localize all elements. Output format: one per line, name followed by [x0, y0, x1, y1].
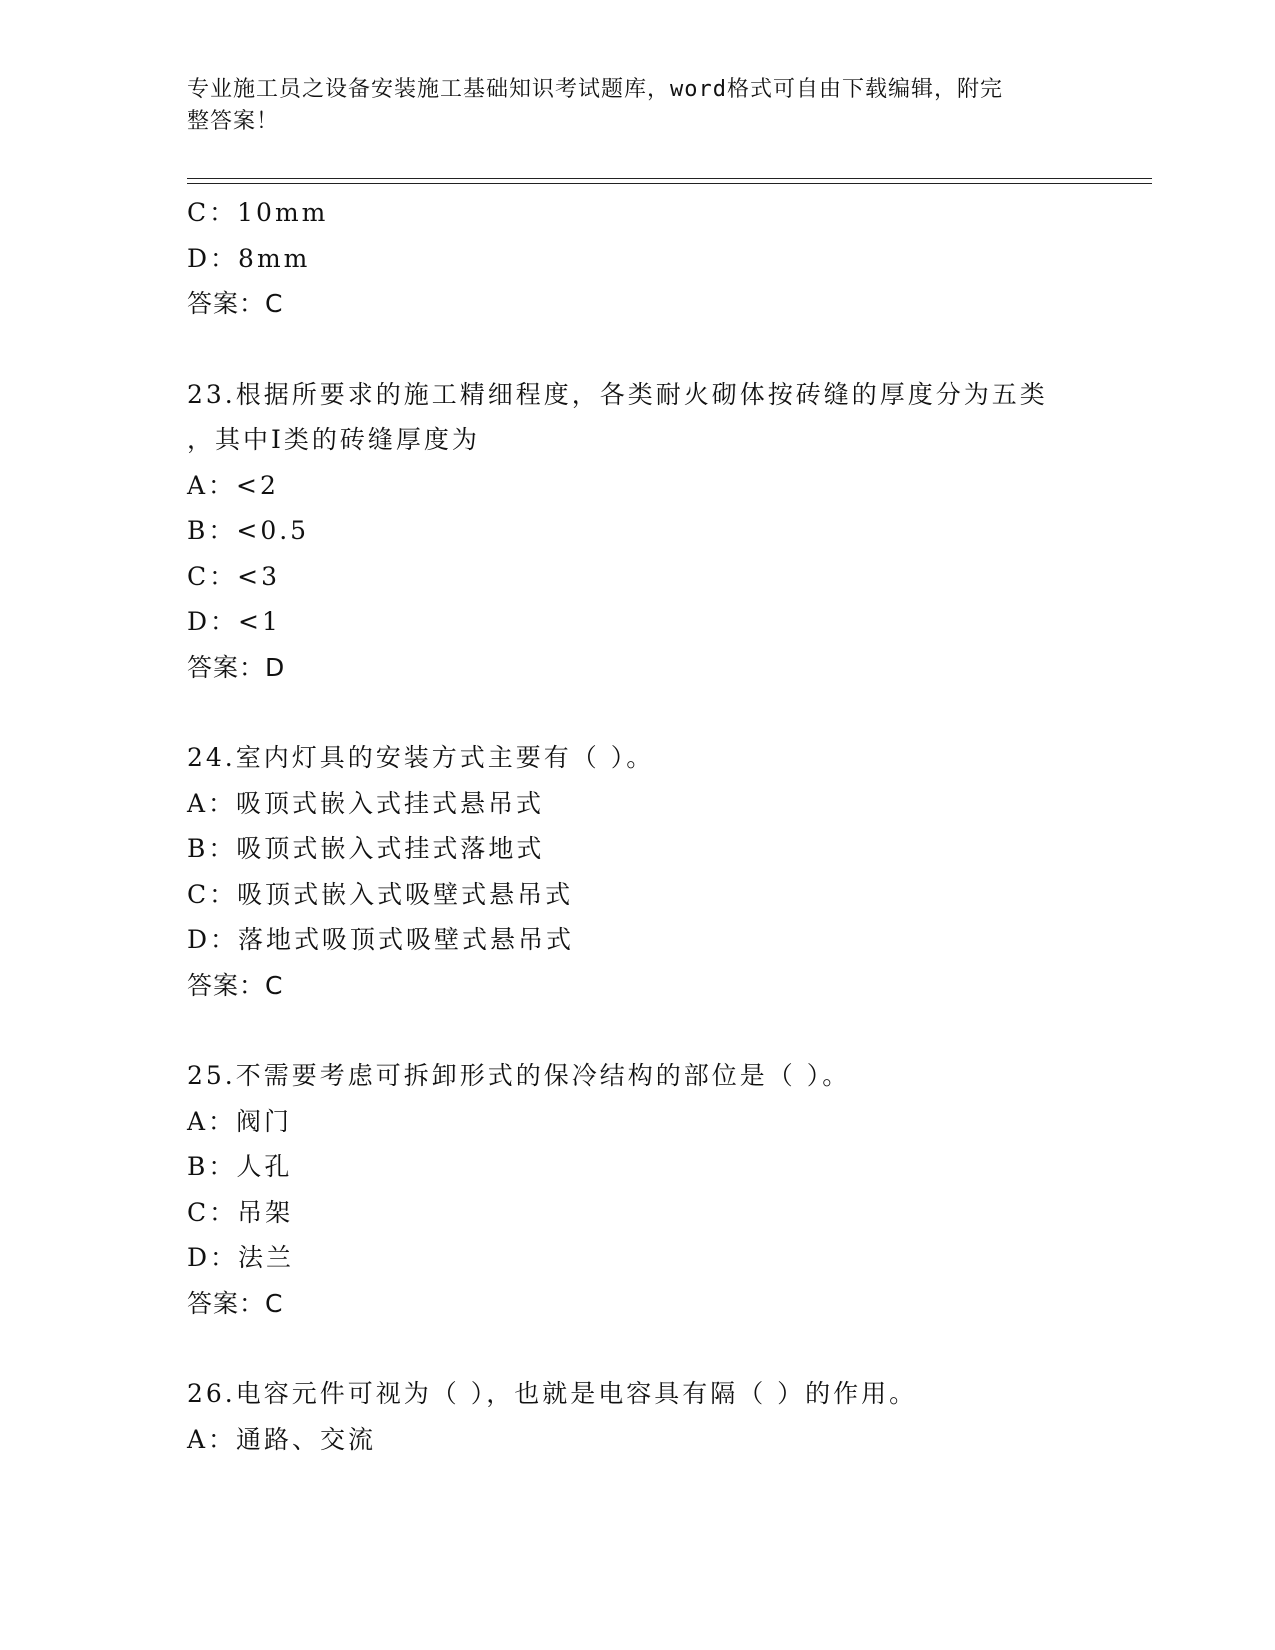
option-b: B：吸顶式嵌入式挂式落地式 [187, 834, 545, 863]
question-stem: 26.电容元件可视为（ ），也就是电容具有隔（ ）的作用。 [187, 1379, 918, 1408]
question-stem: 24.室内灯具的安装方式主要有（ ）。 [187, 743, 655, 772]
answer: 答案：C [187, 289, 284, 318]
option-c: C：<3 [187, 561, 280, 591]
question-stem: 25.不需要考虑可拆卸形式的保冷结构的部位是（ ）。 [187, 1061, 851, 1090]
question-stem-continued: ，其中Ⅰ类的砖缝厚度为 [187, 425, 480, 454]
header-line-1: 专业施工员之设备安装施工基础知识考试题库，word格式可自由下载编辑，附完 [187, 77, 1003, 102]
header-rule-top [187, 178, 1152, 179]
option-d: D：落地式吸顶式吸壁式悬吊式 [187, 925, 575, 954]
answer: 答案：C [187, 1288, 284, 1318]
option-b: B：人孔 [187, 1152, 293, 1181]
option-c: C：吊架 [187, 1197, 294, 1227]
question-25 [187, 1053, 1087, 1326]
option-a: A：<2 [187, 470, 279, 500]
question-26 [187, 1371, 1087, 1462]
option-d: D：8mm [187, 243, 311, 273]
option-a: A：通路、交流 [187, 1424, 377, 1454]
page-header [187, 74, 1067, 138]
header-rule-bottom [187, 183, 1152, 184]
option-a: A：吸顶式嵌入式挂式悬吊式 [187, 788, 545, 818]
option-c: C：10mm [187, 198, 329, 227]
answer: 答案：D [187, 652, 286, 682]
question-stem: 23.根据所要求的施工精细程度，各类耐火砌体按砖缝的厚度分为五类 [187, 379, 1048, 409]
option-b: B：<0.5 [187, 516, 310, 545]
option-d: D：<1 [187, 607, 281, 636]
answer: 答案：C [187, 970, 284, 1000]
option-a: A：阀门 [187, 1106, 293, 1136]
header-line-2: 整答案！ [187, 109, 280, 134]
question-list [187, 190, 1087, 1462]
option-d: D：法兰 [187, 1243, 295, 1272]
option-c: C：吸顶式嵌入式吸壁式悬吊式 [187, 879, 574, 909]
question-23 [187, 372, 1087, 691]
question-24 [187, 735, 1087, 1008]
question-fragment [187, 190, 1087, 327]
